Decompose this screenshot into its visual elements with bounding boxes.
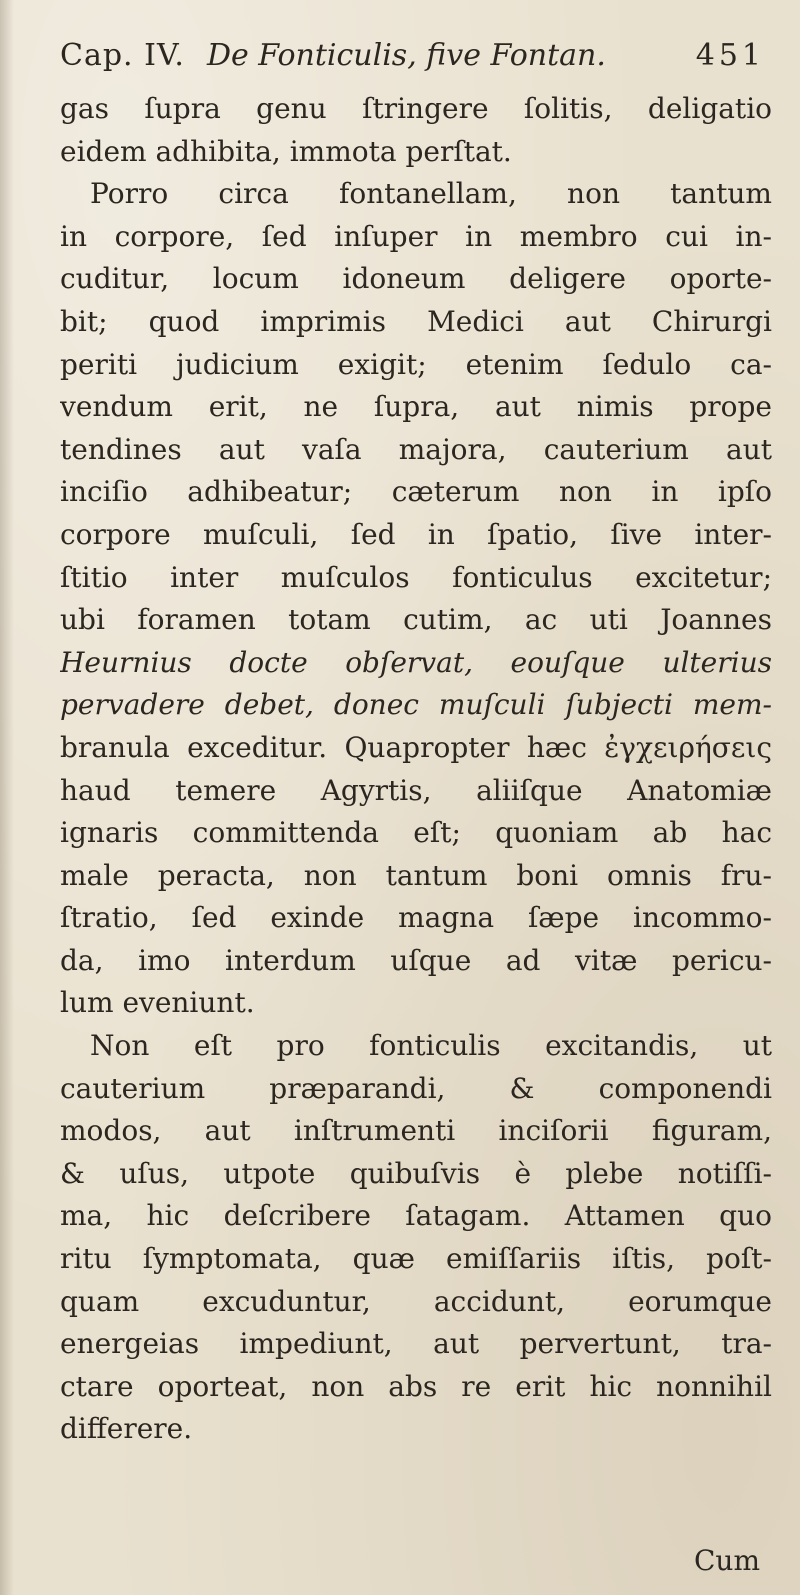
- text-line: Porro circa fontanellam, non tantum: [90, 177, 772, 211]
- text-line: ignaris committenda eſt; quoniam ab hac: [60, 816, 772, 850]
- text-line: bit; quod imprimis Medici aut Chirurgi: [60, 304, 772, 338]
- text-line: cauterium præparandi, & componendi: [60, 1071, 772, 1105]
- text-line: da, imo interdum uſque ad vitæ pericu-: [60, 943, 772, 977]
- text-line: ſtratio, ſed exinde magna ſæpe incommo-: [60, 901, 772, 935]
- page-edge-shadow: [0, 0, 14, 1595]
- text-line: inciſio adhibeatur; cæterum non in ipſo: [60, 475, 772, 509]
- text-line: periti judicium exigit; etenim ſedulo ca-: [60, 347, 772, 381]
- text-line: ritu ſymptomata, quæ emiſſariis iſtis, poſt-: [60, 1242, 772, 1276]
- chapter-label: Cap. IV.: [60, 38, 185, 73]
- text-line: pervadere debet, donec muſculi ſubjecti mem-: [60, 688, 772, 722]
- catchword: Cum: [693, 1544, 760, 1577]
- text-line: differere.: [60, 1412, 193, 1446]
- text-line: energeias impediunt, aut pervertunt, tra-: [60, 1327, 772, 1361]
- text-line: gas ſupra genu ſtringere ſolitis, deligatio: [60, 92, 772, 125]
- text-line: haud temere Agyrtis, aliiſque Anatomiæ: [60, 773, 772, 807]
- text-line: cuditur, locum idoneum deligere oporte-: [60, 262, 772, 296]
- text-line: lum eveniunt.: [60, 986, 255, 1020]
- text-line: eidem adhibita, immota perſtat.: [60, 134, 512, 168]
- text-line: quam excuduntur, accidunt, eorumque: [60, 1284, 772, 1318]
- text-line: modos, aut inſtrumenti inciſorii figuram,: [60, 1114, 772, 1148]
- text-line: & uſus, utpote quibuſvis è plebe notiſſi-: [60, 1156, 772, 1190]
- running-title: De Fonticulis, five Fontan.: [206, 38, 606, 73]
- text-line: Heurnius docte obſervat, eouſque ulterius: [60, 645, 772, 679]
- page-header: [60, 38, 765, 88]
- text-line: vendum erit, ne ſupra, aut nimis prope: [60, 390, 772, 424]
- text-line: ma, hic deſcribere ſatagam. Attamen quo: [60, 1199, 772, 1233]
- page-number: 451: [695, 38, 765, 73]
- text-line: branula exceditur. Quapropter hæc ἐγχειρήσεις: [60, 730, 772, 764]
- text-line: Non eſt pro fonticulis excitandis, ut: [90, 1029, 772, 1063]
- text-line: in corpore, ſed inſuper in membro cui in-: [60, 219, 772, 253]
- text-line: ubi foramen totam cutim, ac uti Joannes: [60, 603, 772, 637]
- body-text: [60, 88, 772, 1451]
- text-line: tendines aut vaſa majora, cauterium aut: [60, 432, 772, 466]
- text-line: male peracta, non tantum boni omnis fru-: [60, 858, 772, 892]
- text-line: ctare oporteat, non abs re erit hic nonnihil: [60, 1369, 772, 1403]
- text-line: ſtitio inter muſculos fonticulus excitetur;: [60, 560, 772, 594]
- text-line: corpore muſculi, ſed in ſpatio, ſive inter-: [60, 517, 772, 551]
